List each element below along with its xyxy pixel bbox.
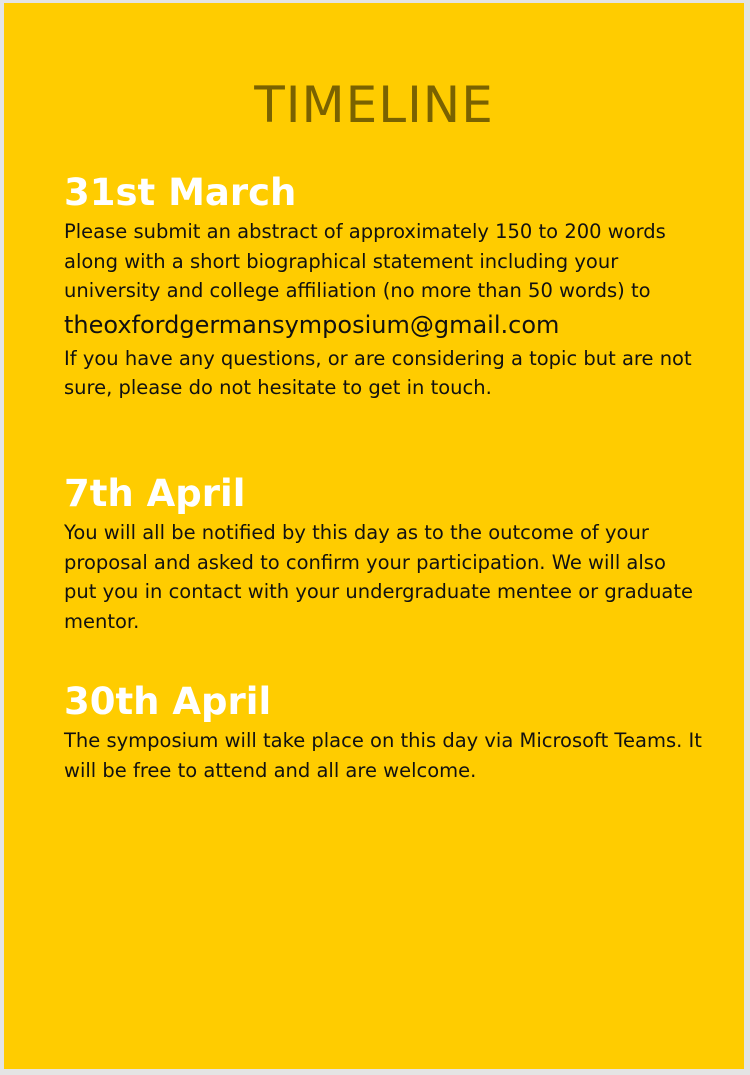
- timeline-entry-30th-april: [64, 678, 704, 785]
- timeline-description: Please submit an abstract of approximately 150 to 200 words along with a short biographical statement including your university and college affiliation (no more than 50 words) to: [64, 220, 666, 302]
- timeline-description: You will all be notified by this day as to the outcome of your proposal and asked to confirm your participation. We will also put you in contact with your undergraduate mentee or graduate mentor.: [64, 521, 694, 633]
- timeline-date: 31st March: [64, 171, 297, 214]
- document-page: [4, 3, 744, 1069]
- page-title: TIMELINE: [254, 76, 494, 134]
- timeline-note: If you have any questions, or are considering a topic but are not sure, please do not hesitate to get in touch.: [64, 346, 692, 399]
- contact-email: theoxfordgermansymposium@gmail.com: [64, 310, 560, 339]
- timeline-description: The symposium will take place on this day via Microsoft Teams. It will be free to attend and all are welcome.: [64, 729, 702, 782]
- timeline-entry-31st-march: [64, 169, 704, 403]
- timeline-entry-7th-april: [64, 470, 704, 636]
- timeline-date: 30th April: [64, 680, 272, 723]
- timeline-date: 7th April: [64, 472, 246, 515]
